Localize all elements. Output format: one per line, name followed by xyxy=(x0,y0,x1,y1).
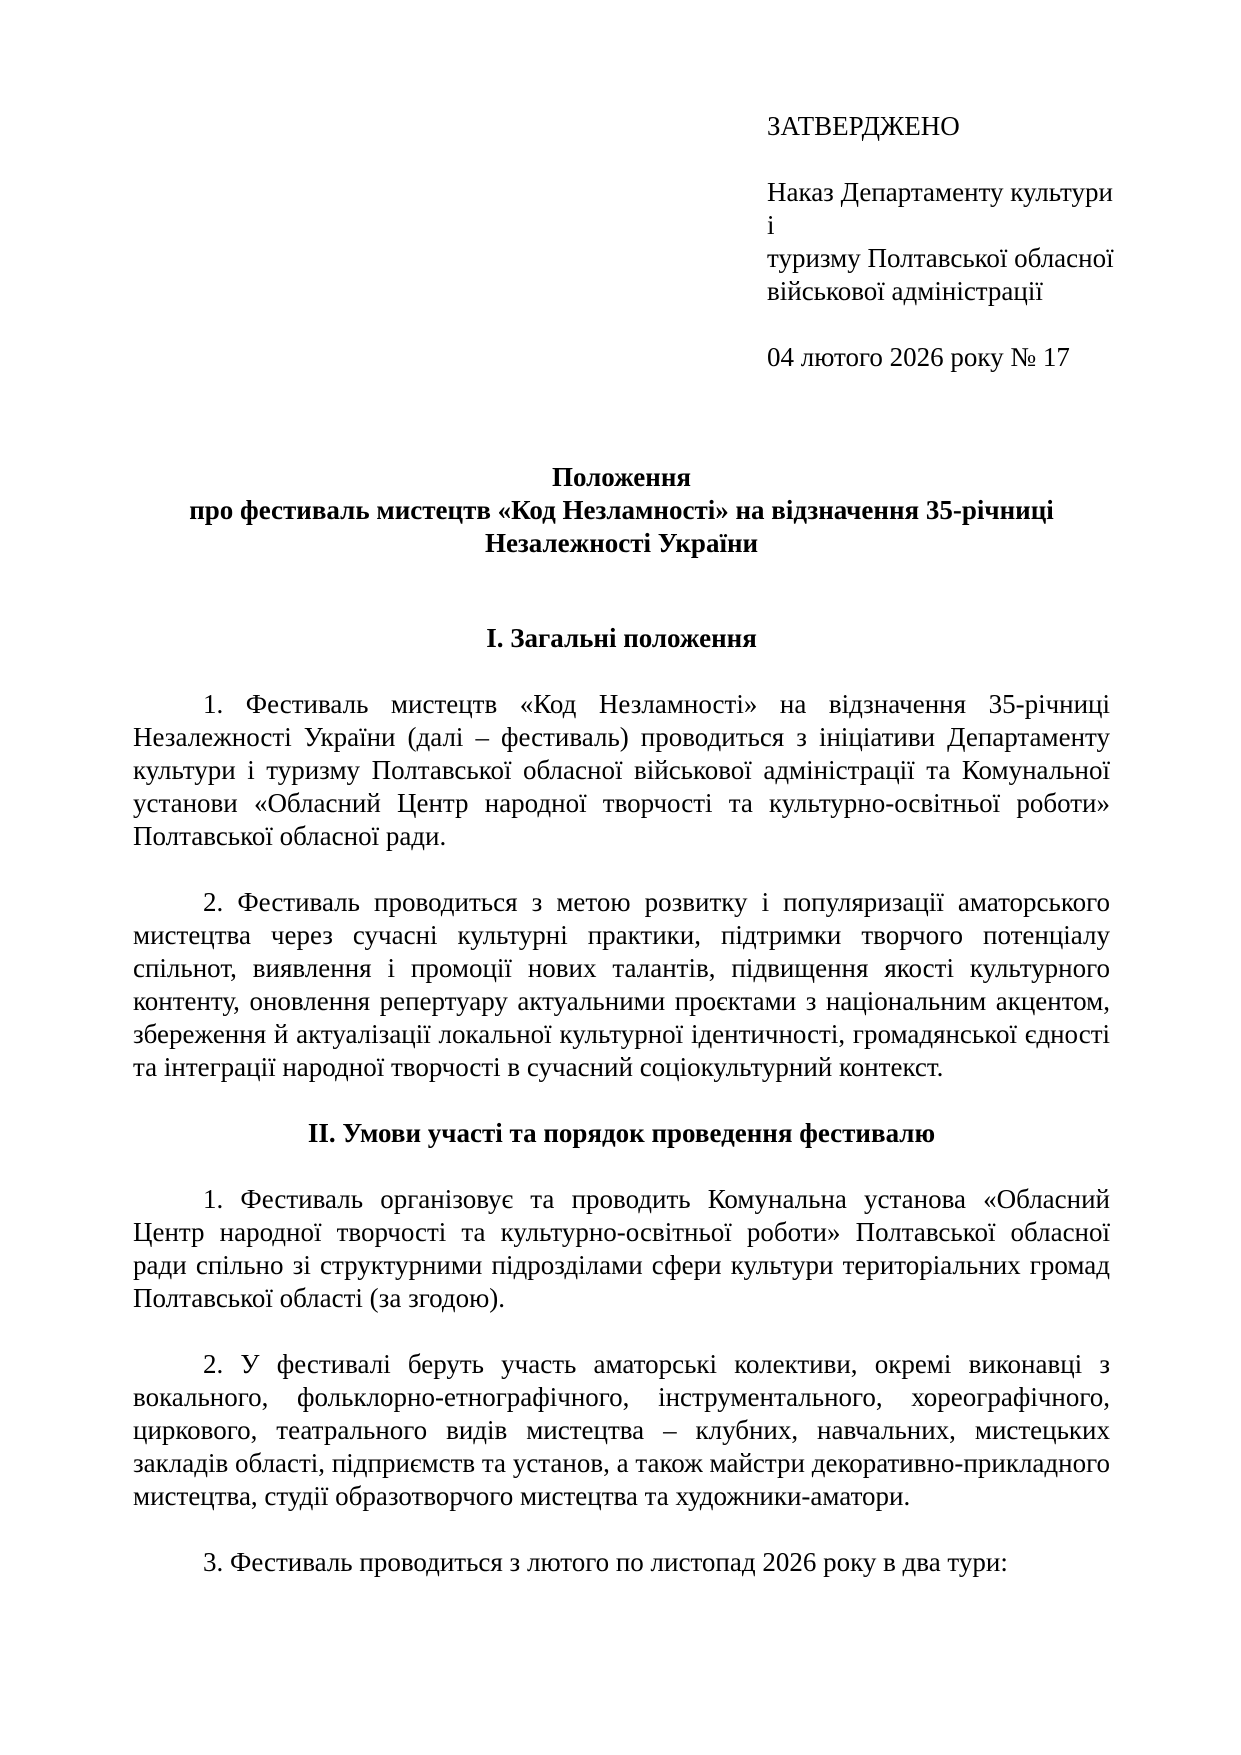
section-heading-participation-terms: ІІ. Умови участі та порядок проведення фестивалю xyxy=(307,1118,936,1148)
document-title xyxy=(133,461,1110,560)
paragraph-participation-2: 2. У фестивалі беруть участь аматорські колективи, окремі виконавці з вокального, фольклорно-етнографічного, інструментального, хореографічного, циркового, театрального видів мистецтва – клубних, навчальних, мистецьких закладів області, підприємств та установ, а також майстри декоративно-прикладного мистецтва, студії образотворчого мистецтва та художники-аматори. xyxy=(133,1349,1110,1511)
approval-block xyxy=(767,110,1117,374)
approval-order-line: військової адміністрації xyxy=(767,276,1043,306)
approval-date-number: 04 лютого 2026 року № 17 xyxy=(767,342,1070,372)
title-line: про фестиваль мистецтв «Код Незламності» на відзначення 35-річниці xyxy=(189,495,1054,525)
approval-order-line: туризму Полтавської обласної xyxy=(767,243,1114,273)
paragraph-participation-3: 3. Фестиваль проводиться з лютого по листопад 2026 року в два тури: xyxy=(203,1547,1008,1577)
title-line: Положення xyxy=(551,462,692,492)
paragraph-participation-1: 1. Фестиваль організовує та проводить Комунальна установа «Обласний Центр народної творчості та культурно-освітньої роботи» Полтавської обласної ради спільно зі структурними підрозділами сфери культури територіальних громад Полтавської області (за згодою). xyxy=(133,1184,1110,1313)
approval-order-line: Наказ Департаменту культури і xyxy=(767,177,1113,240)
title-line: Незалежності України xyxy=(484,528,759,558)
approval-status-label: ЗАТВЕРДЖЕНО xyxy=(767,111,960,141)
paragraph-general-2: 2. Фестиваль проводиться з метою розвитку і популяризації аматорського мистецтва через сучасні культурні практики, підтримки творчого потенціалу спільнот, виявлення і промоції нових талантів, підвищення якості культурного контенту, оновлення репертуару актуальними проєктами з національним акцентом, збереження й актуалізації локальної культурної ідентичності, громадянської єдності та інтеграції народної творчості в сучасний соціокультурний контекст. xyxy=(133,887,1110,1082)
paragraph-general-1: 1. Фестиваль мистецтв «Код Незламності» на відзначення 35-річниці Незалежності України (далі – фестиваль) проводиться з ініціативи Департаменту культури і туризму Полтавської обласної військової адміністрації та Комунальної установи «Обласний Центр народної творчості та культурно-освітньої роботи» Полтавської обласної ради. xyxy=(133,689,1110,851)
section-heading-general-provisions: І. Загальні положення xyxy=(486,623,757,653)
approval-order xyxy=(767,176,1117,308)
